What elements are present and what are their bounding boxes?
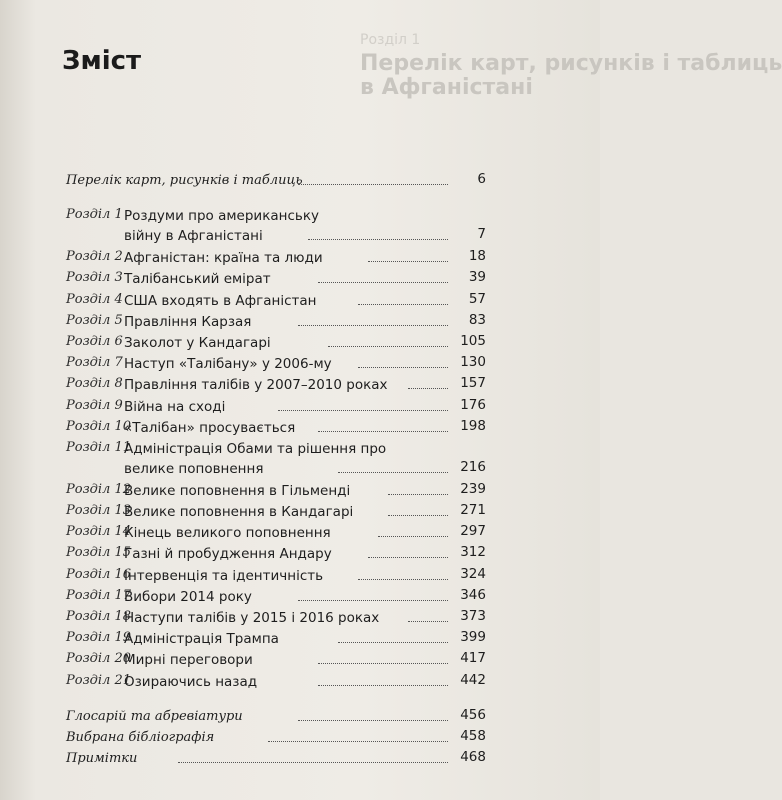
chapter-label: Розділ 18	[66, 609, 132, 624]
chapter-page: 271	[460, 502, 486, 519]
chapter-title: Наступи талібів у 2015 і 2016 роках	[124, 610, 380, 626]
toc-row	[58, 247, 486, 268]
chapter-page: 442	[460, 671, 486, 688]
chapter-page: 83	[468, 311, 486, 328]
toc-back-row	[58, 727, 486, 748]
dot-leader	[378, 535, 448, 537]
dot-leader	[318, 281, 448, 283]
dot-leader	[178, 761, 448, 763]
chapter-title: Вибори 2014 року	[124, 588, 252, 605]
chapter-label: Розділ 2	[66, 249, 123, 265]
toc-row	[58, 268, 486, 289]
toc-row	[58, 332, 486, 353]
dot-leader	[388, 493, 448, 495]
dot-leader	[408, 387, 448, 389]
toc-entry-title: Глосарій та абревіатури	[66, 708, 243, 724]
toc-row	[58, 565, 486, 586]
chapter-page: 346	[460, 586, 486, 603]
chapter-title: Велике поповнення в Гільменді	[124, 482, 351, 499]
chapter-label: Розділ 14	[66, 524, 132, 540]
chapter-label: Розділ 11	[66, 439, 132, 455]
page-title: Зміст	[62, 46, 142, 76]
chapter-page: 297	[460, 523, 486, 540]
chapter-title: Газні й пробудження Андару	[124, 546, 332, 563]
chapter-label: Розділ 10	[66, 418, 132, 434]
ghost-line-1: Розділ 1	[360, 32, 421, 48]
dot-leader	[298, 183, 448, 185]
chapter-page: 399	[460, 629, 486, 646]
dot-leader	[318, 662, 448, 664]
chapter-page: 176	[460, 396, 486, 413]
chapter-title: Адміністрація Трампа	[124, 631, 279, 648]
toc-back-row	[58, 748, 486, 769]
ghost-line-2: Перелік карт, рисунків і таблиць	[360, 51, 782, 76]
chapter-label: Розділ 4	[66, 291, 123, 307]
toc-row	[58, 671, 486, 692]
chapter-label: Розділ 19	[66, 630, 132, 646]
toc-row	[58, 374, 486, 395]
toc-row	[58, 501, 486, 522]
chapter-label: Розділ 20	[66, 651, 132, 667]
dot-leader	[268, 740, 448, 742]
chapter-label: Розділ 9	[66, 397, 123, 413]
chapter-label: Розділ 17	[66, 587, 132, 603]
toc-page-number: 458	[460, 727, 486, 744]
dot-leader	[358, 578, 448, 580]
chapter-label: Розділ 3	[66, 270, 123, 286]
chapter-label: Розділ 6	[66, 333, 123, 349]
dot-leader	[298, 719, 448, 721]
toc-row	[58, 586, 486, 607]
toc-row	[58, 649, 486, 670]
chapter-title: Наступ «Талібану» у 2006-му	[124, 356, 332, 373]
dot-leader	[338, 471, 448, 473]
chapter-label: Розділ 1	[66, 207, 123, 223]
chapter-label: Розділ 5	[66, 312, 123, 328]
dot-leader	[388, 514, 448, 516]
toc-front-row	[58, 170, 486, 191]
chapter-title: Кінець великого поповнення	[124, 525, 331, 542]
dot-leader	[278, 409, 448, 411]
dot-leader	[408, 620, 448, 622]
toc-row	[58, 522, 486, 543]
chapter-page: 373	[460, 608, 486, 624]
chapter-title: Мирні переговори	[124, 652, 253, 669]
chapter-title: Афганістан: країна та люди	[124, 250, 323, 267]
dot-leader	[298, 324, 448, 326]
chapter-title: Правління Карзая	[124, 313, 252, 330]
chapter-page: 157	[460, 375, 486, 392]
dot-leader	[368, 260, 448, 262]
toc-row	[58, 353, 486, 374]
toc-page-number: 456	[460, 706, 486, 723]
chapter-label: Розділ 12	[66, 481, 132, 497]
toc-row	[58, 205, 486, 247]
chapter-page: 198	[460, 417, 486, 434]
toc-page	[58, 40, 538, 800]
toc-row	[58, 438, 486, 480]
chapter-title: Заколот у Кандагарі	[124, 334, 271, 351]
dot-leader	[358, 303, 448, 305]
chapter-page: 7	[477, 226, 486, 243]
chapter-page: 105	[460, 332, 486, 349]
chapter-page: 239	[460, 480, 486, 497]
chapter-title: Озираючись назад	[124, 673, 258, 690]
toc-row	[58, 607, 486, 628]
toc-row	[58, 396, 486, 417]
toc-row	[58, 543, 486, 564]
chapter-page: 57	[468, 290, 486, 307]
chapter-page: 216	[460, 458, 486, 475]
chapter-title: Роздуми про американську війну в Афганістані	[124, 208, 319, 245]
chapter-page: 39	[468, 269, 486, 286]
dot-leader	[318, 430, 448, 432]
chapter-title: Велике поповнення в Кандагарі	[124, 504, 354, 521]
chapter-title: Війна на сході	[124, 398, 226, 415]
chapter-title: Інтервенція та ідентичність	[124, 567, 324, 584]
chapter-label: Розділ 13	[66, 503, 132, 519]
chapter-page: 417	[460, 650, 486, 667]
toc-row	[58, 290, 486, 311]
dot-leader	[338, 641, 448, 643]
chapter-title: Адміністрація Обами та рішення про велике поповнення	[124, 440, 387, 477]
dot-leader	[318, 684, 448, 686]
dot-leader	[358, 366, 448, 368]
chapter-title: Талібанський емірат	[124, 271, 271, 288]
chapter-label: Розділ 21	[66, 672, 132, 688]
chapter-page: 18	[468, 248, 486, 265]
toc-list	[58, 170, 486, 769]
toc-page-number: 468	[460, 749, 486, 766]
dot-leader	[298, 599, 448, 601]
toc-row	[58, 480, 486, 501]
toc-row	[58, 417, 486, 438]
chapter-label: Розділ 15	[66, 545, 132, 561]
chapter-label: Розділ 7	[66, 355, 123, 371]
toc-page-number: 6	[477, 171, 486, 187]
chapter-title: США входять в Афганістан	[124, 292, 317, 309]
chapter-title: «Талібан» просувається	[124, 419, 296, 436]
ghost-line-3: в Афганістані	[360, 75, 533, 100]
toc-entry-title: Примітки	[66, 751, 138, 767]
toc-entry-title: Вибрана бібліографія	[66, 729, 215, 745]
dot-leader	[308, 238, 448, 240]
chapter-label: Розділ 16	[66, 566, 132, 582]
toc-back-row	[58, 706, 486, 727]
chapter-label: Розділ 8	[66, 376, 123, 392]
chapter-title: Правління талібів у 2007–2010 роках	[124, 377, 388, 394]
toc-row	[58, 628, 486, 649]
toc-row	[58, 311, 486, 332]
dot-leader	[368, 556, 448, 558]
chapter-page: 312	[460, 544, 486, 561]
chapter-page: 324	[460, 565, 486, 582]
dot-leader	[328, 345, 448, 347]
toc-entry-title: Перелік карт, рисунків і таблиць	[66, 173, 303, 188]
chapter-page: 130	[460, 354, 486, 371]
